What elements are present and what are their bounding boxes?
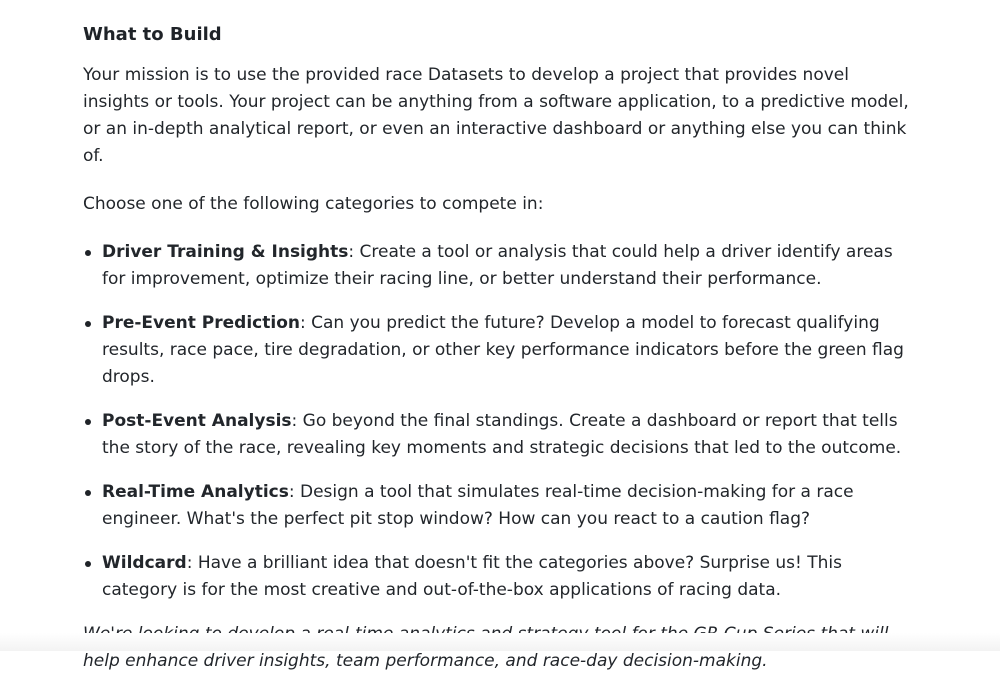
- category-item-driver-training: [83, 239, 913, 293]
- category-description: : Design a tool that simulates real-time decision-making for a race engineer. What's the perfect pit stop window? How can you react to a caution flag?: [102, 482, 854, 529]
- closing-statement: help enhance driver insights, team performance, and race-day decision-making.: [83, 651, 768, 671]
- category-item-real-time-analytics: [83, 479, 913, 533]
- category-list: [83, 239, 913, 604]
- category-item-pre-event-prediction: [83, 310, 913, 391]
- category-description: : Can you predict the future? Develop a model to forecast qualifying results, race pace, tire degradation, or other key performance indicators before the green flag drops.: [102, 313, 904, 387]
- section-heading: What to Build: [83, 24, 222, 45]
- bullet-icon: [85, 419, 91, 425]
- category-name: Pre-Event Prediction: [102, 313, 300, 333]
- category-name: Real-Time Analytics: [102, 482, 289, 502]
- category-item-post-event-analysis: [83, 408, 913, 462]
- category-item-wildcard: [83, 550, 913, 604]
- category-description: : Have a brilliant idea that doesn't fit the categories above? Surprise us! This category is for the most creative and out-of-the-box applications of racing data.: [102, 553, 842, 600]
- category-description: : Go beyond the final standings. Create a dashboard or report that tells the story of the race, revealing key moments and strategic decisions that led to the outcome.: [102, 411, 902, 458]
- bullet-icon: [85, 250, 91, 256]
- what-to-build-section: [83, 20, 913, 675]
- category-name: Wildcard: [102, 553, 187, 573]
- bullet-icon: [85, 490, 91, 496]
- category-name: Driver Training & Insights: [102, 242, 349, 262]
- choose-prompt: Choose one of the following categories to compete in:: [83, 194, 544, 214]
- bullet-icon: [85, 321, 91, 327]
- intro-paragraph: Your mission is to use the provided race Datasets to develop a project that provides novel insights or tools. Your project can be anything from a software application, to a predictive model, or an in-depth analytical report, or even an interactive dashboard or anything else you can think of.: [83, 65, 909, 166]
- category-name: Post-Event Analysis: [102, 411, 292, 431]
- bullet-icon: [85, 561, 91, 567]
- bottom-fade: [0, 633, 1000, 651]
- category-description: : Create a tool or analysis that could help a driver identify areas for improvement, optimize their racing line, or better understand their performance.: [102, 242, 893, 289]
